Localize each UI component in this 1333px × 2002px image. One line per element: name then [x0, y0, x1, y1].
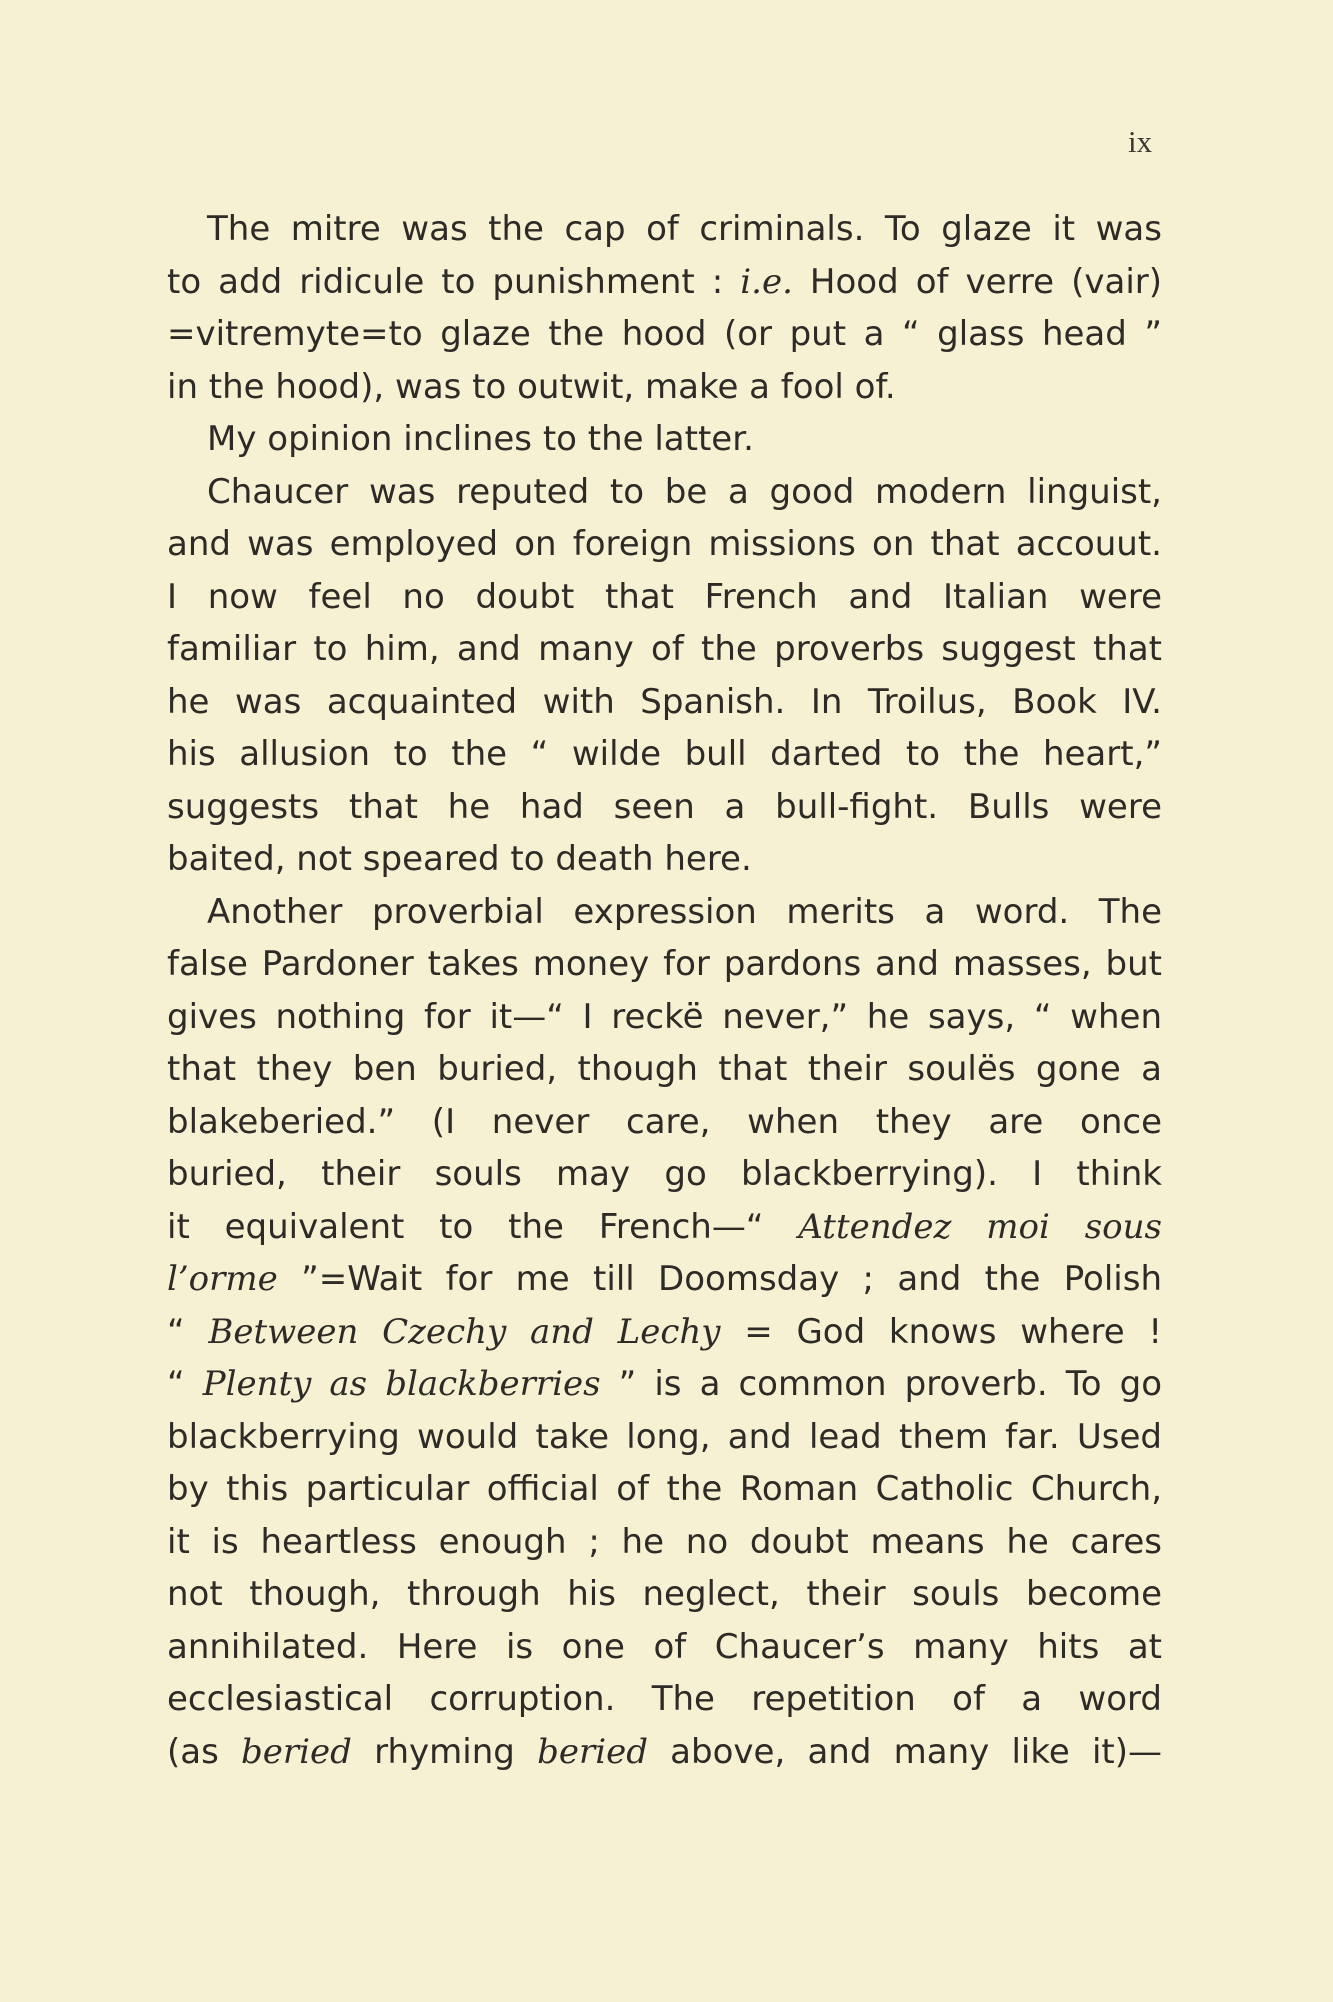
text-line: not though, through his neglect, their souls become [167, 1574, 1162, 1614]
text-line: his allusion to the “ wilde bull darted to the heart,” [167, 734, 1162, 774]
text-line: blackberrying would take long, and lead them far. Used [167, 1416, 1162, 1457]
text-line: that they ben buried, though that their soulës gone a [167, 1049, 1162, 1089]
text-line: by this particular official of the Roman Catholic Church, [167, 1469, 1162, 1509]
text-line: blakeberied.” (I never care, when they are once [167, 1101, 1162, 1142]
page-number: ix [1128, 124, 1153, 159]
text-line: to add ridicule to punishment : i.e. Hood of verre (vair) [167, 261, 1163, 302]
text-line: =vitremyte=to glaze the hood (or put a “ glass head ” [167, 314, 1162, 354]
text-line: Chaucer was reputed to be a good modern linguist, [207, 471, 1162, 512]
text-line: l’orme ”=Wait for me till Doomsday ; and the Polish [167, 1259, 1162, 1299]
text-line: he was acquainted with Spanish. In Troilus, Book IV. [167, 681, 1162, 722]
text-line: and was employed on foreign missions on that accouut. [167, 524, 1162, 564]
text-line: “ Plenty as blackberries ” is a common proverb. To go [167, 1364, 1162, 1404]
text-line: baited, not speared to death here. [167, 839, 752, 879]
text-line: annihilated. Here is one of Chaucer’s many hits at [167, 1626, 1162, 1667]
text-line: “ Between Czechy and Lechy = God knows where ! [167, 1311, 1162, 1352]
text-line: My opinion inclines to the latter. [207, 419, 754, 459]
text-line: in the hood), was to outwit, make a fool of. [167, 366, 896, 407]
text-line: it is heartless enough ; he no doubt means he cares [167, 1521, 1162, 1562]
text-line: suggests that he had seen a bull-fight. Bulls were [167, 786, 1162, 827]
text-line: Another proverbial expression merits a word. The [207, 891, 1162, 932]
body-text [167, 203, 1162, 1778]
text-line: ecclesiastical corruption. The repetition of a word [167, 1679, 1162, 1719]
text-line: (as beried rhyming beried above, and many like it)— [167, 1731, 1162, 1772]
text-line: false Pardoner takes money for pardons and masses, but [167, 944, 1162, 984]
text-line: it equivalent to the French—“ Attendez moi sous [167, 1206, 1162, 1247]
text-line: gives nothing for it—“ I reckë never,” he says, “ when [167, 996, 1162, 1037]
text-line: buried, their souls may go blackberrying). I think [167, 1154, 1162, 1194]
text-line: The mitre was the cap of criminals. To glaze it was [207, 209, 1162, 249]
text-line: I now feel no doubt that French and Italian were [167, 576, 1162, 617]
text-line: familiar to him, and many of the proverbs suggest that [167, 629, 1162, 669]
